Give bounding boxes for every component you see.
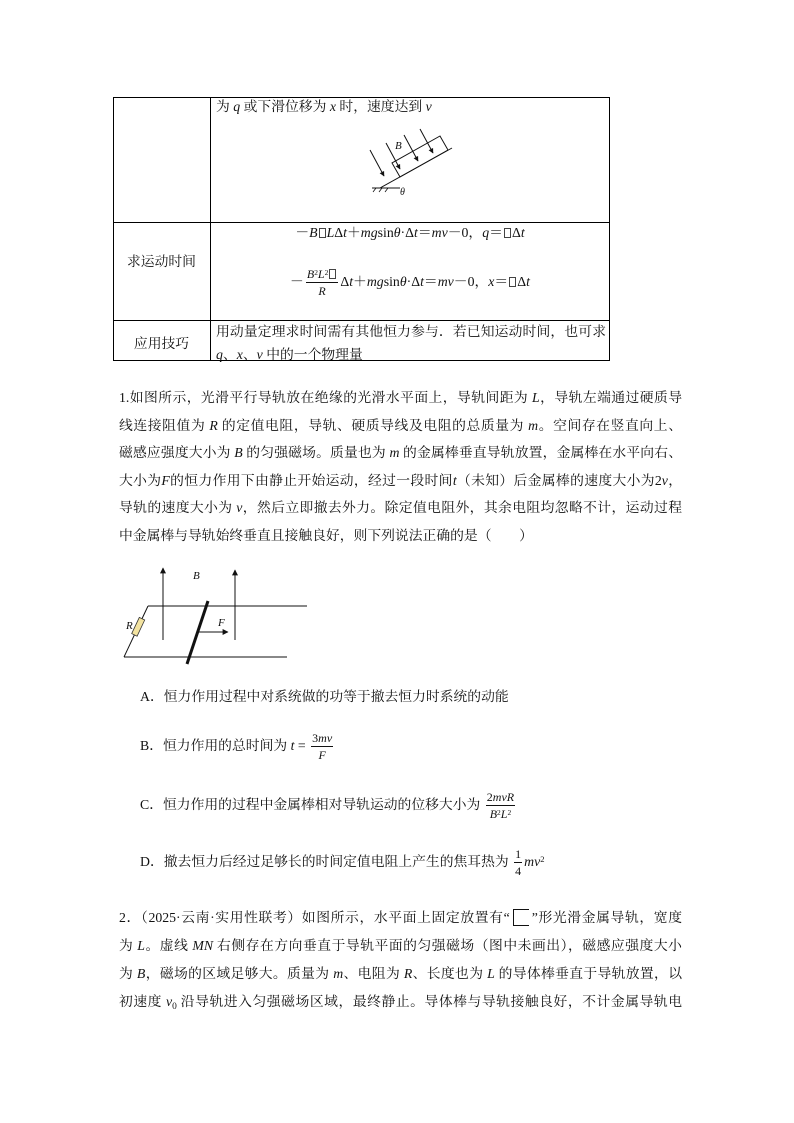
field-label: B xyxy=(395,140,402,152)
text-run: ，磁场的区域足够大。质量为 xyxy=(145,966,334,981)
table-row1-text xyxy=(216,97,432,117)
table-row3-label: 应用技巧 xyxy=(133,336,190,351)
math-variable: m xyxy=(528,417,539,433)
math-variable: B xyxy=(306,267,315,282)
text-run: 3 xyxy=(312,731,319,746)
missing-glyph-box xyxy=(509,277,516,287)
text-run: Δ xyxy=(334,225,344,240)
option-a xyxy=(140,687,509,707)
math-variable: m xyxy=(333,966,344,981)
math-variable: B xyxy=(489,807,498,822)
subscript: 0 xyxy=(172,1001,177,1012)
question-line xyxy=(119,988,682,1016)
text-run: ＋ xyxy=(353,274,367,289)
option-b xyxy=(140,728,335,764)
text-run: ＝ xyxy=(423,274,438,289)
table-row3-line xyxy=(216,343,606,366)
math-variable: R xyxy=(209,417,218,433)
math-variable: t xyxy=(349,274,354,289)
text-run: 的定值电阻，导轨、硬质导线及电阻的总质量为 xyxy=(217,417,529,433)
text-run: sin xyxy=(377,225,394,240)
math-variable: v xyxy=(166,994,173,1009)
math-variable: mv xyxy=(318,731,333,746)
math-variable: R xyxy=(403,966,413,981)
text-run: 初速度 xyxy=(119,994,166,1009)
rail-circuit-diagram xyxy=(115,560,315,670)
ground-hatch xyxy=(385,188,388,192)
text-run: 导轨的速度大小为 xyxy=(119,500,237,515)
math-variable: v xyxy=(661,472,668,488)
text-run: 、电阻为 xyxy=(343,966,404,981)
text-run: － xyxy=(290,274,304,289)
text-run: ”形光滑金属导轨，宽度 xyxy=(531,910,683,925)
math-variable: mvR xyxy=(492,790,515,805)
math-variable: v xyxy=(425,99,432,114)
incline-diagram xyxy=(360,126,460,198)
momentum-formula-charge xyxy=(210,223,610,243)
math-variable: x xyxy=(236,347,243,362)
math-variable: q xyxy=(216,347,223,362)
math-variable: F xyxy=(318,748,326,763)
text-run: 4 xyxy=(515,864,522,879)
text-run: －0， xyxy=(447,225,483,240)
text-run: 磁感应强度大小为 xyxy=(119,445,235,460)
math-variable: B xyxy=(136,966,146,981)
field-arrow xyxy=(404,135,418,161)
math-variable: v xyxy=(236,500,243,515)
text-run: Δ xyxy=(511,225,521,240)
text-run: 的匀强磁场。质量也为 xyxy=(242,445,390,460)
question-line xyxy=(119,522,682,550)
ground-hatch xyxy=(373,188,376,192)
text-run: ＝ xyxy=(494,274,509,289)
missing-glyph-box xyxy=(329,269,336,279)
math-variable: MN xyxy=(192,938,214,953)
text-run: ＋ xyxy=(346,225,361,240)
question-line xyxy=(119,384,682,412)
math-variable: B xyxy=(234,445,243,460)
math-variable: t xyxy=(520,225,525,240)
math-variable: t xyxy=(420,274,424,289)
text-run: 、 xyxy=(242,347,257,362)
math-variable: q xyxy=(233,99,241,114)
math-variable: F xyxy=(161,472,170,488)
math-variable: L xyxy=(137,938,145,953)
text-run: －0， xyxy=(453,274,489,289)
question-1-stem xyxy=(119,384,682,549)
math-variable: L xyxy=(326,225,335,240)
math-variable: x xyxy=(329,99,336,114)
math-variable: R xyxy=(318,284,326,299)
text-run: ＝ xyxy=(417,225,432,240)
text-run: ·Δ xyxy=(400,225,414,240)
fraction-denominator xyxy=(486,806,515,821)
text-run: 、 xyxy=(222,347,237,362)
text-run: 的恒力作用下由静止开始运动，经过一段时间 xyxy=(169,472,453,488)
force-label: F xyxy=(218,617,225,629)
superscript: 2 xyxy=(324,267,329,277)
math-variable: L xyxy=(317,267,325,282)
text-run: ·Δ xyxy=(406,274,421,289)
question-line xyxy=(119,494,682,522)
superscript: 2 xyxy=(507,807,512,817)
resistor xyxy=(132,617,145,636)
resistor-label: R xyxy=(126,620,133,632)
text-run: 中金属棒与导轨始终垂直且接触良好，则下列说法正确的是（ ） xyxy=(119,527,533,543)
question-line xyxy=(119,412,682,440)
text-run: 、长度也为 xyxy=(412,966,488,981)
text-run: Δ xyxy=(340,274,350,289)
option-d xyxy=(140,844,545,880)
text-run: 中的一个物理量 xyxy=(262,347,363,362)
text-run: Δ xyxy=(517,274,527,289)
momentum-formula-displacement xyxy=(210,262,610,302)
text-run: 2 xyxy=(486,790,493,805)
text-run: 。空间存在竖直向上、 xyxy=(538,417,682,433)
table-row3-line xyxy=(216,320,606,343)
math-variable: mg xyxy=(360,225,378,240)
math-variable: q xyxy=(482,225,490,240)
question-line xyxy=(119,467,682,495)
table-row2-label: 求运动时间 xyxy=(127,254,196,269)
fraction xyxy=(486,790,515,821)
question-line xyxy=(119,904,682,932)
math-variable: t xyxy=(414,225,418,240)
text-run: 的金属棒垂直导轨放置，金属棒在水平向右、 xyxy=(399,445,683,460)
superscript: 2 xyxy=(314,267,318,277)
fraction-denominator xyxy=(514,863,522,878)
question-line xyxy=(119,932,682,960)
field-label: B xyxy=(193,570,200,582)
text-run: ，导轨左端通过硬质导 xyxy=(539,390,683,405)
text-run: － xyxy=(295,225,310,240)
text-run: 1.如图所示，光滑平行导轨放在绝缘的光滑水平面上，导轨间距为 xyxy=(119,390,533,405)
option-c xyxy=(140,787,517,823)
superscript: 2 xyxy=(497,807,501,817)
fraction-numerator xyxy=(486,790,515,806)
text-run: （未知）后金属棒的速度大小为2 xyxy=(456,472,662,488)
math-variable: t xyxy=(343,225,347,240)
text-run: 用动量定理求时间需有其他恒力参与．若已知运动时间，也可求 xyxy=(216,324,606,339)
math-variable: θ xyxy=(399,274,407,289)
text-run: ＝ xyxy=(489,225,503,240)
text-run: D．撤去恒力后经过足够长的时间定值电阻上产生的焦耳热为 xyxy=(140,854,513,869)
text-run: 。虚线 xyxy=(144,938,193,953)
text-run: 时，速度达到 xyxy=(335,99,426,114)
math-variable: mv xyxy=(431,225,448,240)
math-variable: mv xyxy=(437,274,454,289)
question-line xyxy=(119,439,682,467)
text-run: 为 xyxy=(216,99,234,114)
text-run: B．恒力作用的总时间为 xyxy=(140,738,291,753)
math-variable: t xyxy=(452,472,457,488)
math-variable: mg xyxy=(366,274,384,289)
text-run: sin xyxy=(383,274,400,289)
math-variable: B xyxy=(309,225,318,240)
fraction-numerator xyxy=(306,267,338,283)
field-arrow xyxy=(370,150,384,176)
math-variable: x xyxy=(488,274,495,289)
question-line xyxy=(119,960,682,988)
ground-hatch xyxy=(379,188,382,192)
math-variable: L xyxy=(500,807,508,822)
fraction-numerator xyxy=(311,731,333,747)
fraction xyxy=(311,731,333,762)
math-variable: t xyxy=(290,738,295,753)
fraction xyxy=(306,267,338,298)
text-run: ，然后立即撤去外力。除定值电阻外，其余电阻均忽略不计，运动过程 xyxy=(242,500,682,515)
text-run: 2．（2025·云南·实用性联考）如图所示，水平面上固定放置有“ xyxy=(119,910,510,925)
math-variable: L xyxy=(487,966,495,981)
math-variable: mv xyxy=(524,854,541,869)
text-run: 或下滑位移为 xyxy=(240,99,330,114)
missing-glyph-box xyxy=(504,228,511,238)
angle-label: θ xyxy=(400,187,405,198)
text-run: A．恒力作用过程中对系统做的功等于撤去恒力时系统的动能 xyxy=(140,689,509,704)
fraction xyxy=(514,847,522,878)
rail-shape-icon xyxy=(513,909,529,926)
text-run: 线连接阻值为 xyxy=(119,417,210,433)
math-variable: m xyxy=(389,445,400,460)
math-variable: v xyxy=(256,347,263,362)
math-variable: t xyxy=(526,274,530,289)
math-variable: L xyxy=(532,390,540,405)
superscript: 2 xyxy=(540,853,545,864)
fraction-numerator xyxy=(514,847,522,863)
question-2-stem xyxy=(119,904,682,1016)
text-run: ， xyxy=(667,472,683,488)
text-run: 右侧存在方向垂直于导轨平面的匀强磁场（图中未画出），磁感应强度大小 xyxy=(213,938,682,953)
text-run: 大小为 xyxy=(119,472,162,488)
text-run: 沿导轨进入匀强磁场区域，最终静止。导体棒与导轨接触良好，不计金属导轨电 xyxy=(176,994,682,1009)
text-run: 为 xyxy=(119,938,138,953)
math-variable: θ xyxy=(393,225,401,240)
text-run: 为 xyxy=(119,966,137,981)
text-run: = xyxy=(294,738,310,753)
fraction-denominator xyxy=(306,283,338,298)
fraction-denominator xyxy=(311,747,333,762)
text-run: C．恒力作用的过程中金属棒相对导轨运动的位移大小为 xyxy=(140,797,484,812)
text-run: 的导体棒垂直于导轨放置，以 xyxy=(494,966,682,981)
text-run: 1 xyxy=(515,847,522,862)
missing-glyph-box xyxy=(319,228,326,238)
